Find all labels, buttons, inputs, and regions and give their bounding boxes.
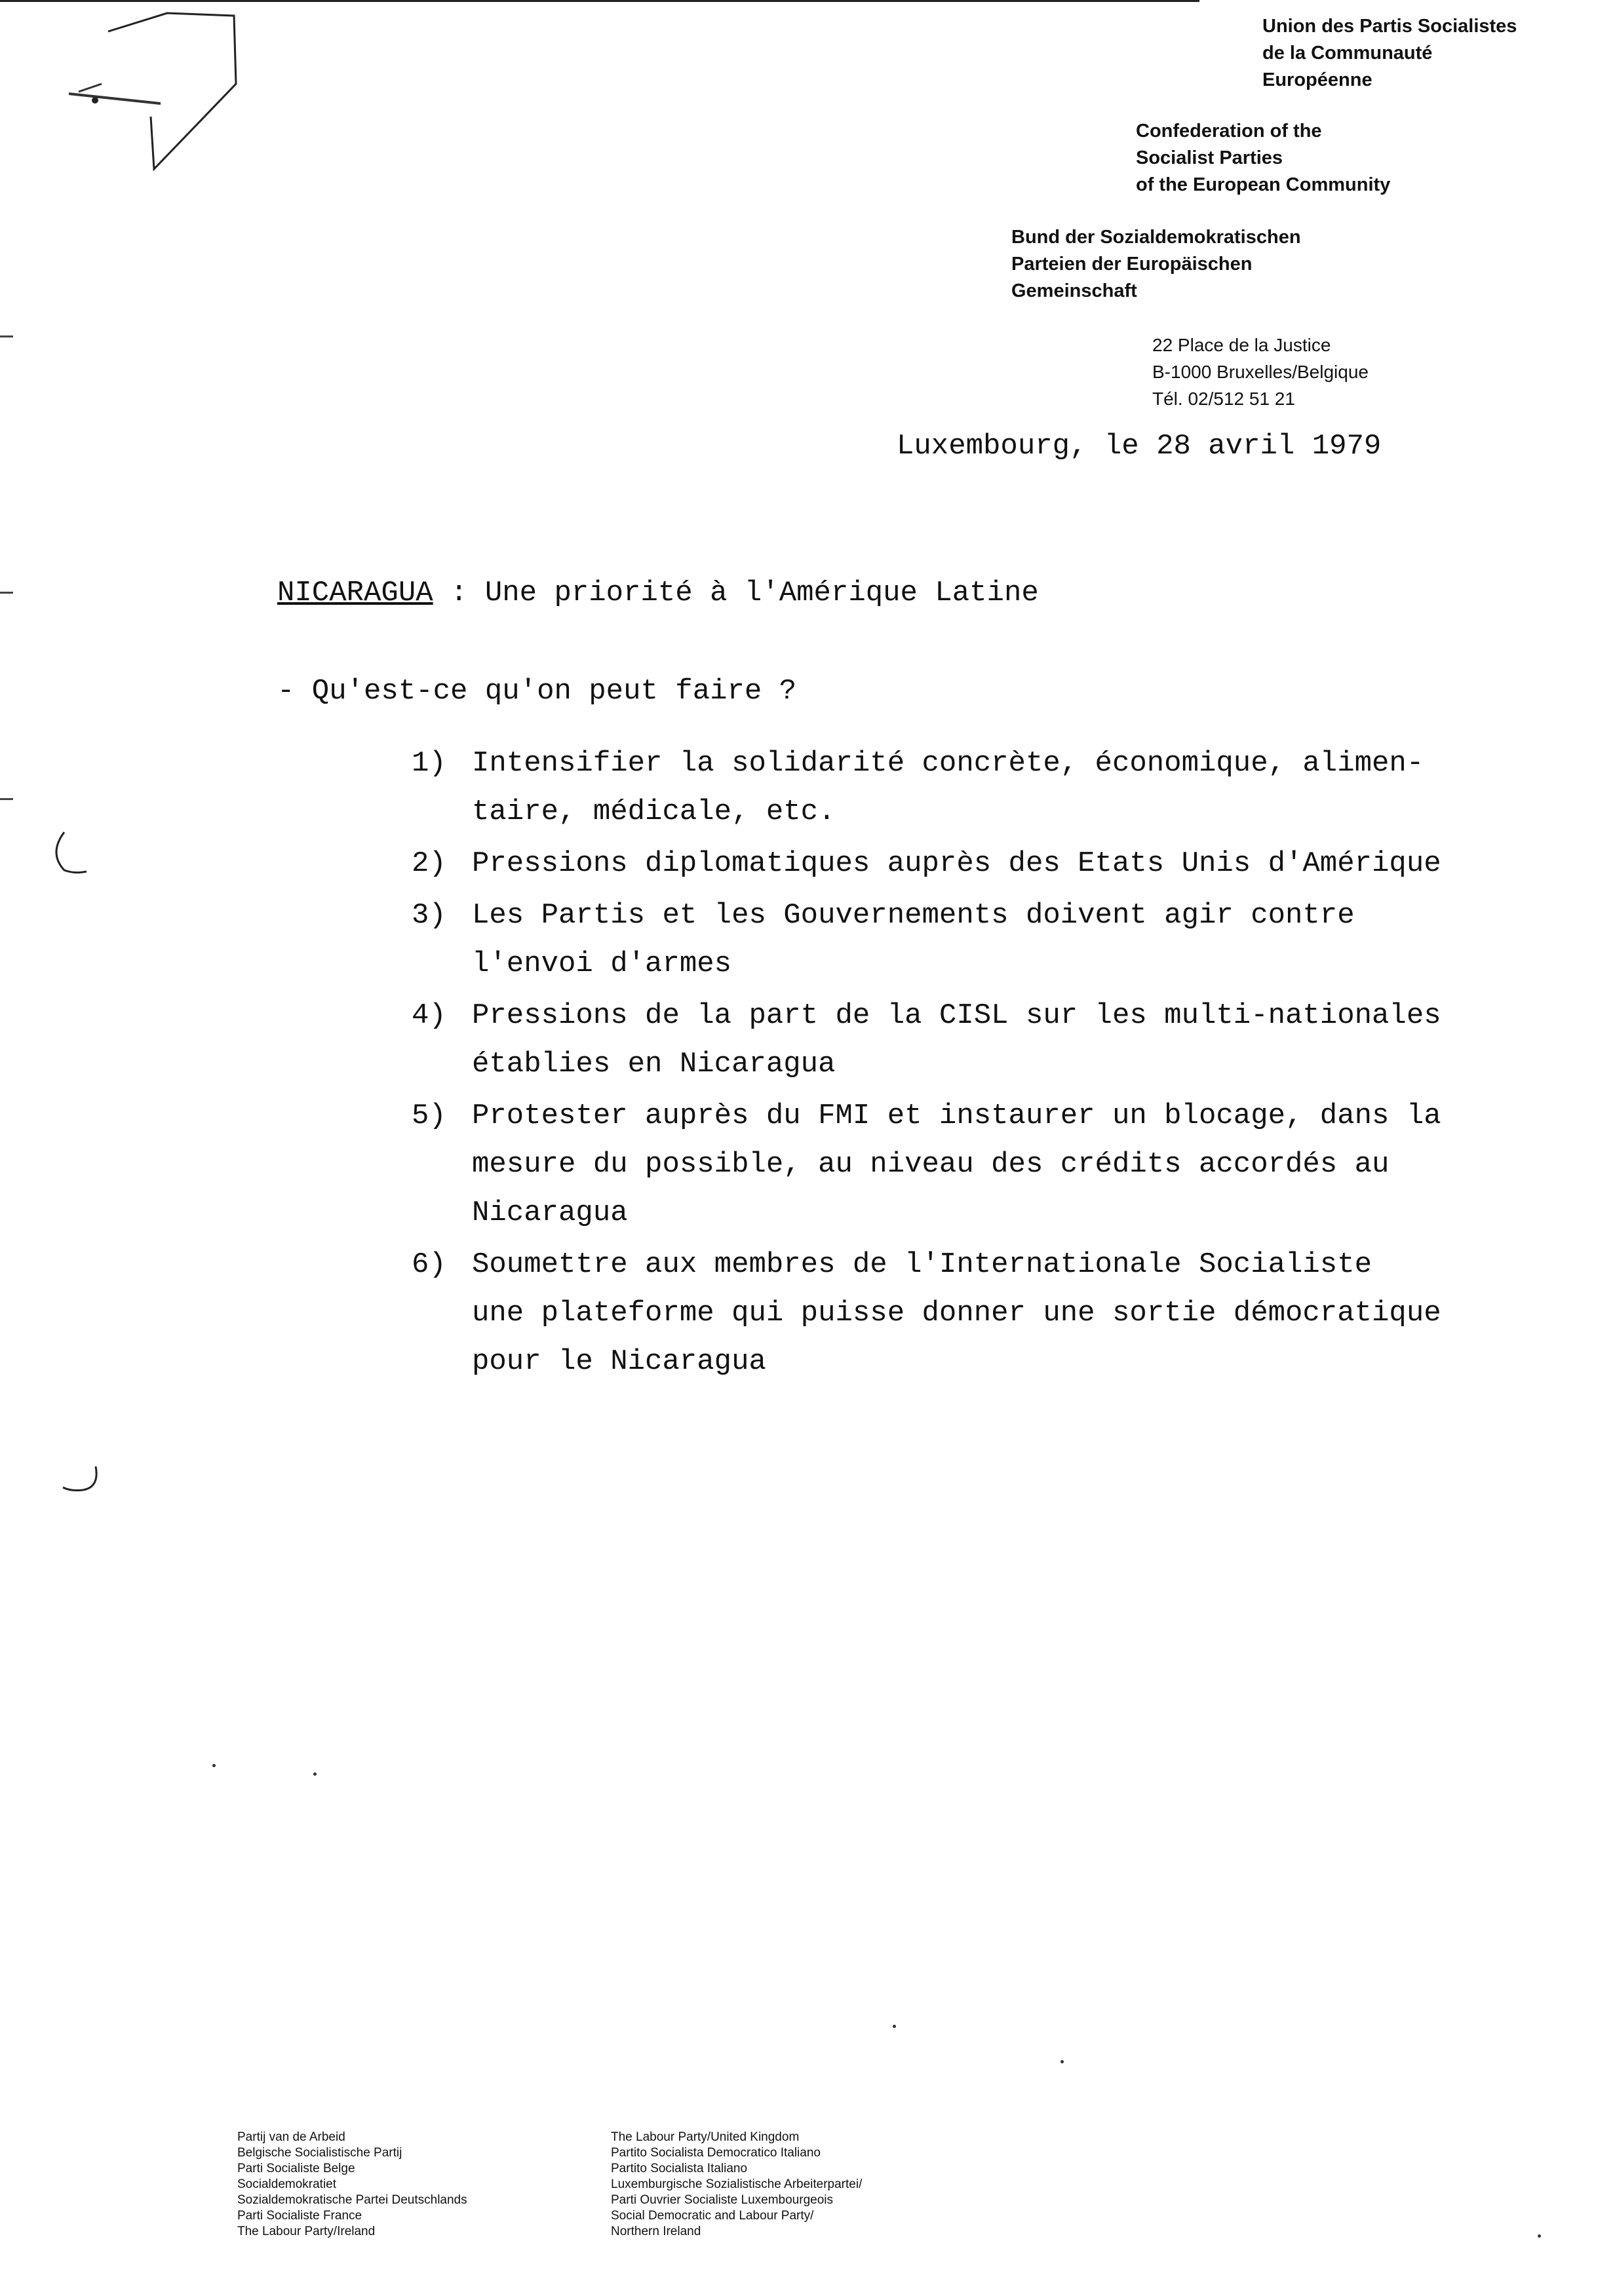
footer-line: Parti Socialiste France <box>237 2209 362 2223</box>
footer-line: Social Democratic and Labour Party/ <box>611 2209 814 2223</box>
scan-speck <box>212 1764 216 1767</box>
item-text: Les Partis et les Gouvernements doivent agir contre l'envoi d'armes <box>472 899 1355 980</box>
letterhead-english <box>1136 118 1390 199</box>
subject-text: : Une priorité à l'Amérique Latine <box>433 577 1039 609</box>
letterhead-line: of the European Community <box>1136 174 1391 195</box>
item-text: Pressions diplomatiques auprès des Etats Unis d'Amérique <box>472 847 1441 880</box>
list-item <box>412 739 1591 836</box>
footer-line: Partito Socialista Democratico Italiano <box>611 2146 821 2160</box>
item-number: 4) <box>412 999 446 1032</box>
address-line: B-1000 Bruxelles/Belgique <box>1152 362 1369 382</box>
item-text: Intensifier la solidarité concrète, économique, alimen- taire, médicale, etc. <box>472 747 1424 828</box>
letterhead-german <box>1011 224 1301 305</box>
scan-speck <box>313 1772 317 1776</box>
letterhead-address <box>1152 332 1369 412</box>
punch-hole-mark <box>59 1461 105 1501</box>
date-line: Luxembourg, le 28 avril 1979 <box>897 430 1382 463</box>
address-line: Tél. 02/512 51 21 <box>1152 389 1295 409</box>
footer-line: Partito Socialista Italiano <box>611 2162 748 2175</box>
letterhead-french <box>1262 13 1517 94</box>
letterhead-line: de la Communauté <box>1262 43 1433 64</box>
organization-logo <box>62 5 252 189</box>
footer-line: The Labour Party/Ireland <box>237 2225 376 2238</box>
footer-parties-left <box>237 2130 467 2240</box>
item-text: Protester auprès du FMI et instaurer un blocage, dans la mesure du possible, au niveau des crédits accordés au Nicaragua <box>472 1100 1441 1229</box>
question-line: - Qu'est-ce qu'on peut faire ? <box>277 675 797 708</box>
item-text: Pressions de la part de la CISL sur les multi-nationales établies en Nicaragua <box>472 999 1441 1081</box>
margin-mark <box>0 592 13 594</box>
footer-line: Socialdemokratiet <box>237 2177 337 2191</box>
list-item <box>412 891 1591 988</box>
footer-line: Northern Ireland <box>611 2225 701 2238</box>
item-number: 6) <box>412 1248 446 1281</box>
item-text: Soumettre aux membres de l'Internationale Socialiste une plateforme qui puisse donner une sortie démocratique pour le Nicaragua <box>472 1248 1441 1378</box>
footer-parties-right <box>611 2130 862 2240</box>
margin-mark <box>0 798 13 800</box>
letterhead-line: Union des Partis Socialistes <box>1262 16 1517 37</box>
punch-hole-mark <box>46 827 92 879</box>
list-item <box>412 1240 1591 1386</box>
subject-line <box>277 577 1039 609</box>
margin-mark <box>0 335 13 337</box>
top-rule <box>0 0 1199 2</box>
list-item <box>412 1092 1591 1237</box>
item-number: 5) <box>412 1100 446 1132</box>
scan-speck <box>1060 2060 1064 2063</box>
item-number: 2) <box>412 847 446 880</box>
list-item <box>412 991 1591 1088</box>
letterhead-line: Gemeinschaft <box>1011 280 1137 301</box>
letterhead-line: Confederation of the <box>1136 121 1322 142</box>
footer-line: Belgische Socialistische Partij <box>237 2146 402 2160</box>
footer-line: Parti Ouvrier Socialiste Luxembourgeois <box>611 2193 833 2207</box>
list-item <box>412 839 1591 888</box>
letterhead-line: Européenne <box>1262 69 1372 90</box>
footer-line: The Labour Party/United Kingdom <box>611 2130 800 2144</box>
item-number: 1) <box>412 747 446 780</box>
subject-label: NICARAGUA <box>277 577 433 609</box>
footer-line: Parti Socialiste Belge <box>237 2162 355 2175</box>
item-number: 3) <box>412 899 446 932</box>
footer-line: Partij van de Arbeid <box>237 2130 345 2144</box>
footer-line: Luxemburgische Sozialistische Arbeiterpartei/ <box>611 2177 863 2191</box>
action-list <box>412 739 1591 1389</box>
address-line: 22 Place de la Justice <box>1152 335 1331 355</box>
letterhead-line: Parteien der Europäischen <box>1011 254 1253 275</box>
footer-line: Sozialdemokratische Partei Deutschlands <box>237 2193 467 2207</box>
scan-speck <box>893 2025 896 2028</box>
letterhead-line: Socialist Parties <box>1136 147 1283 168</box>
letterhead-line: Bund der Sozialdemokratischen <box>1011 227 1301 248</box>
scan-speck <box>1538 2234 1541 2238</box>
